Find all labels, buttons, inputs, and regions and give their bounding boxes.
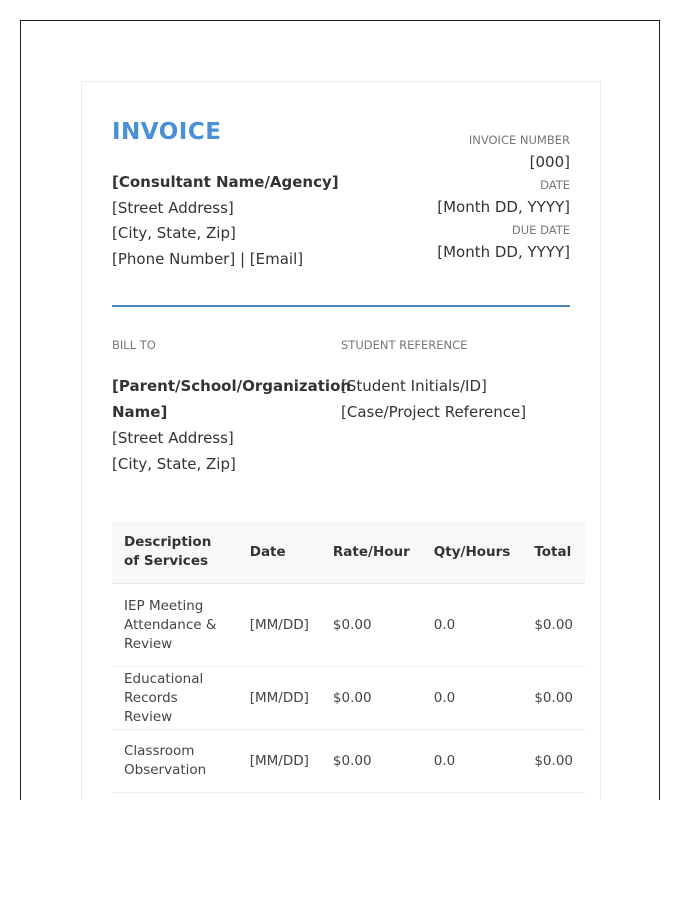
header-divider xyxy=(112,305,570,307)
date-label: DATE xyxy=(540,178,570,192)
row-total: $0.00 xyxy=(522,730,585,793)
student-reference-label: STUDENT REFERENCE xyxy=(341,338,468,352)
row-total: $0.00 xyxy=(522,667,585,730)
student-reference-details xyxy=(341,373,526,425)
row-qty: 0.0 xyxy=(422,730,523,793)
invoice-number-label: INVOICE NUMBER xyxy=(468,133,570,147)
header-date: Date xyxy=(238,521,321,584)
student-initials: [Student Initials/ID] xyxy=(341,377,487,395)
bill-to-name: [Parent/School/Organization Name] xyxy=(112,377,352,421)
row-total: $0.00 xyxy=(522,584,585,667)
sender-city: [City, State, Zip] xyxy=(112,224,236,242)
row-rate: $0.00 xyxy=(321,730,422,793)
row-qty: 0.0 xyxy=(422,584,523,667)
table-row xyxy=(112,584,585,667)
sender-street: [Street Address] xyxy=(112,198,234,217)
table-row xyxy=(112,667,585,730)
case-reference: [Case/Project Reference] xyxy=(341,403,527,421)
table-row xyxy=(112,730,585,793)
sender-contact: [Phone Number] | [Email] xyxy=(112,249,304,268)
row-date: [MM/DD] xyxy=(238,584,321,667)
row-date: [MM/DD] xyxy=(238,667,321,730)
sender-name: [Consultant Name/Agency] xyxy=(112,173,339,191)
header-qty: Qty/Hours xyxy=(422,521,523,584)
date-value: [Month DD, YYYY] xyxy=(437,198,570,216)
row-description: IEP Meeting Attendance & Review xyxy=(112,584,238,667)
row-rate: $0.00 xyxy=(321,584,422,667)
bill-to-label: BILL TO xyxy=(112,338,156,352)
services-table xyxy=(112,521,585,793)
bill-to-city: [City, State, Zip] xyxy=(112,455,236,473)
bill-to-details xyxy=(112,373,352,477)
invoice-number-value: [000] xyxy=(529,153,570,171)
invoice-meta xyxy=(437,130,570,265)
row-rate: $0.00 xyxy=(321,667,422,730)
row-date: [MM/DD] xyxy=(238,730,321,793)
invoice-card xyxy=(81,81,601,800)
table-header-row xyxy=(112,521,585,584)
row-description: Classroom Observation xyxy=(112,730,238,793)
document-page xyxy=(20,20,660,800)
row-description: Educational Records Review xyxy=(112,667,238,730)
header-total: Total xyxy=(522,521,585,584)
bill-to-street: [Street Address] xyxy=(112,429,234,447)
due-date-label: DUE DATE xyxy=(511,223,570,237)
row-qty: 0.0 xyxy=(422,667,523,730)
sender-details xyxy=(112,170,339,272)
header-description: Description of Services xyxy=(112,521,238,584)
invoice-title: INVOICE xyxy=(112,119,222,145)
header-rate: Rate/Hour xyxy=(321,521,422,584)
due-date-value: [Month DD, YYYY] xyxy=(437,243,570,261)
